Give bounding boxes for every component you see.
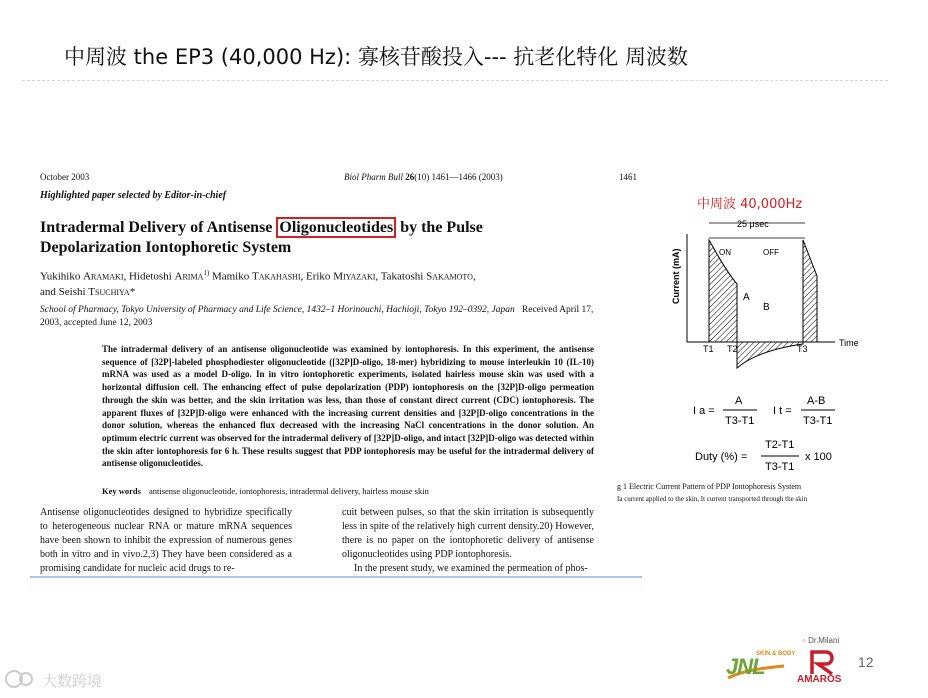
tick-t1: T1 xyxy=(703,344,714,354)
author-last: Aramaki xyxy=(83,270,124,283)
caption-line-2: Ia current applied to the skin, It current transported through the skin xyxy=(617,495,808,503)
equation-duty xyxy=(695,439,832,473)
eq-ia-lhs: I a = xyxy=(693,405,715,417)
caption-line-1: g 1 Electric Current Pattern of PDP Iontophoresis System xyxy=(617,482,802,491)
drmilani-logo xyxy=(803,636,839,645)
figure-caption xyxy=(617,480,872,506)
paper-column-right xyxy=(342,506,594,576)
affiliation-text: School of Pharmacy, Tokyo University of Pharmacy and Life Science, 1432–1 Horinouchi, Hachioji, Tokyo 192–0392, Japan xyxy=(40,305,515,315)
paper-authors: Yukihiko Aramaki, Hidetoshi Arima$^{1)}$ Mamiko Takahashi, Eriko Miyazaki, Takatoshi Sakamoto, and Seishi Tsuchiya* xyxy=(40,269,476,298)
paper-journal xyxy=(344,172,503,182)
author-first: and Seishi xyxy=(40,285,89,298)
title-highlight-box: Oligonucleotides xyxy=(276,217,396,238)
title-rule xyxy=(22,80,888,81)
y-axis-label: Current (mA) xyxy=(671,248,681,304)
point-b: B xyxy=(763,302,770,313)
paper-highlight: Highlighted paper selected by Editor-in-chief xyxy=(40,190,227,201)
author-last: Tsuchiya xyxy=(88,285,130,298)
paper-page-number: 1461 xyxy=(619,172,637,182)
paper-page xyxy=(32,150,644,580)
eq-duty-den: T3-T1 xyxy=(765,461,795,473)
keywords-text: antisense oligonucleotide, iontophoresis, intradermal delivery, hairless mouse skin xyxy=(148,486,429,496)
author-last: Sakamoto xyxy=(426,270,473,283)
figure-label: 中周波 40,000Hz xyxy=(697,197,803,212)
current-pattern-figure xyxy=(655,192,880,512)
tick-t3: T3 xyxy=(797,344,808,354)
off-phase-curve xyxy=(737,342,803,368)
eq-it-lhs: I t = xyxy=(773,405,792,417)
author-first: , Takatoshi xyxy=(375,270,427,283)
eq-duty-tail: x 100 xyxy=(805,451,832,463)
paper-abstract: The intradermal delivery of an antisense oligonucleotide was examined by iontophoresis. In this experiment, the antisense sequence of [32P]-labeled phosphodiester oligonucleotide ([32P]D-oligo, 18-mer) hybridizing to mouse interleukin 10 (IL-10) mRNA was used as a model D-oligo. In in vitro iontophoretic experiments, isolated hairless mouse skin was used with a horizontal diffusion cell. The enhancing effect of pulse depolarization (PDP) iontophoresis on the [32P]D-oligo permeation through the skin was better, and the skin irritation was less, than those of constant direct current (CDC) iontophoresis. The apparent fluxes of [32P]D-oligo were enhanced with the increasing current densities and [32P]D-oligo concentrations in the donor solution, whereas the enhanced flux decreased with the increasing NaCl concentrations in the donor solution. An optimum electric current was observed for the intradermal delivery of [32P]D-oligo, and intact [32P]D-oligo was detected within the skin after iontophoresis for 6 h. These results suggest that PDP iontophoresis may be useful for the intradermal delivery of antisense oligonucleotides. xyxy=(102,344,594,469)
watermark-icon xyxy=(4,668,40,690)
eq-ia-den: T3-T1 xyxy=(725,415,755,427)
amaros-logo-text: AMAROS xyxy=(797,674,842,685)
eq-it-den: T3-T1 xyxy=(803,415,833,427)
jnl-logo-text: JNL xyxy=(726,654,765,679)
paper-bottom-rule xyxy=(30,576,642,578)
watermark: 大数跨境 xyxy=(42,672,103,690)
tick-t2: T2 xyxy=(727,344,738,354)
jnl-logo-sub: SKIN & BODY xyxy=(756,651,796,657)
point-a: A xyxy=(743,292,750,303)
on-pulse-2 xyxy=(803,240,817,342)
journal-name: Biol Pharm Bull xyxy=(344,172,403,182)
paper-affiliation xyxy=(40,304,600,330)
drmilani-text: Dr.Milani xyxy=(808,636,840,645)
paper-keywords xyxy=(102,486,429,496)
title-post: by the Pulse Depolarization Iontophoretic System xyxy=(40,219,483,256)
paper-date: October 2003 xyxy=(40,172,90,182)
column-right-para2: In the present study, we examined the permeation of phos- xyxy=(354,563,588,574)
author-first: , Hidetoshi xyxy=(123,270,175,283)
author-mark: * xyxy=(129,285,136,298)
eq-ia-num: A xyxy=(735,395,743,407)
author-last: Arima xyxy=(174,270,204,283)
eq-duty-num: T2-T1 xyxy=(765,439,795,451)
period-label: 25 μsec xyxy=(737,219,769,229)
title-pre: Intradermal Delivery of Antisense xyxy=(40,219,277,236)
author-first: Mamiko xyxy=(209,270,252,283)
eq-duty-lhs: Duty (%) = xyxy=(695,451,748,463)
author-first: , Eriko xyxy=(300,270,334,283)
drmilani-icon: ◦ xyxy=(803,636,806,645)
x-axis-label: Time xyxy=(839,338,859,348)
journal-issue: (10) 1461—1466 (2003) xyxy=(414,172,503,182)
label-off: OFF xyxy=(763,248,779,257)
author-first: Yukihiko xyxy=(40,270,84,283)
eq-it-num: A-B xyxy=(807,395,826,407)
slide-title: 中周波 the EP3 (40,000 Hz): 寡核苷酸投入--- 抗老化特化 周波数 xyxy=(64,45,688,69)
author-footnote: 1) xyxy=(203,269,210,277)
paper-column-left: Antisense oligonucleotides designed to hybridize specifically to heterogeneous nuclear RNA or mature mRNA sequences have been shown to inhibit the expression of numerous genes both in vitro and in vivo.2,3) They have been considered as a promising candidate for nucleic acid drugs to re- xyxy=(40,507,292,574)
keywords-label: Key words xyxy=(102,486,141,496)
received-dates: Received April 17, 2003, accepted June 12, 2003 xyxy=(40,305,594,328)
author-last: Takahashi xyxy=(251,270,301,283)
equation-ia xyxy=(693,395,757,427)
paper-title xyxy=(40,218,560,258)
column-right-para1: cuit between pulses, so that the skin irritation is subsequently less in spite of the relatively high current density.20) However, there is no paper on the iontophoretic delivery of antisense oligonucleotides using PDP iontophoresis. xyxy=(342,507,594,560)
label-on: ON xyxy=(719,248,731,257)
equation-it xyxy=(773,395,835,427)
author-last: Miyazaki xyxy=(333,270,376,283)
journal-volume: 26 xyxy=(405,172,415,182)
page-number: 12 xyxy=(858,654,874,670)
